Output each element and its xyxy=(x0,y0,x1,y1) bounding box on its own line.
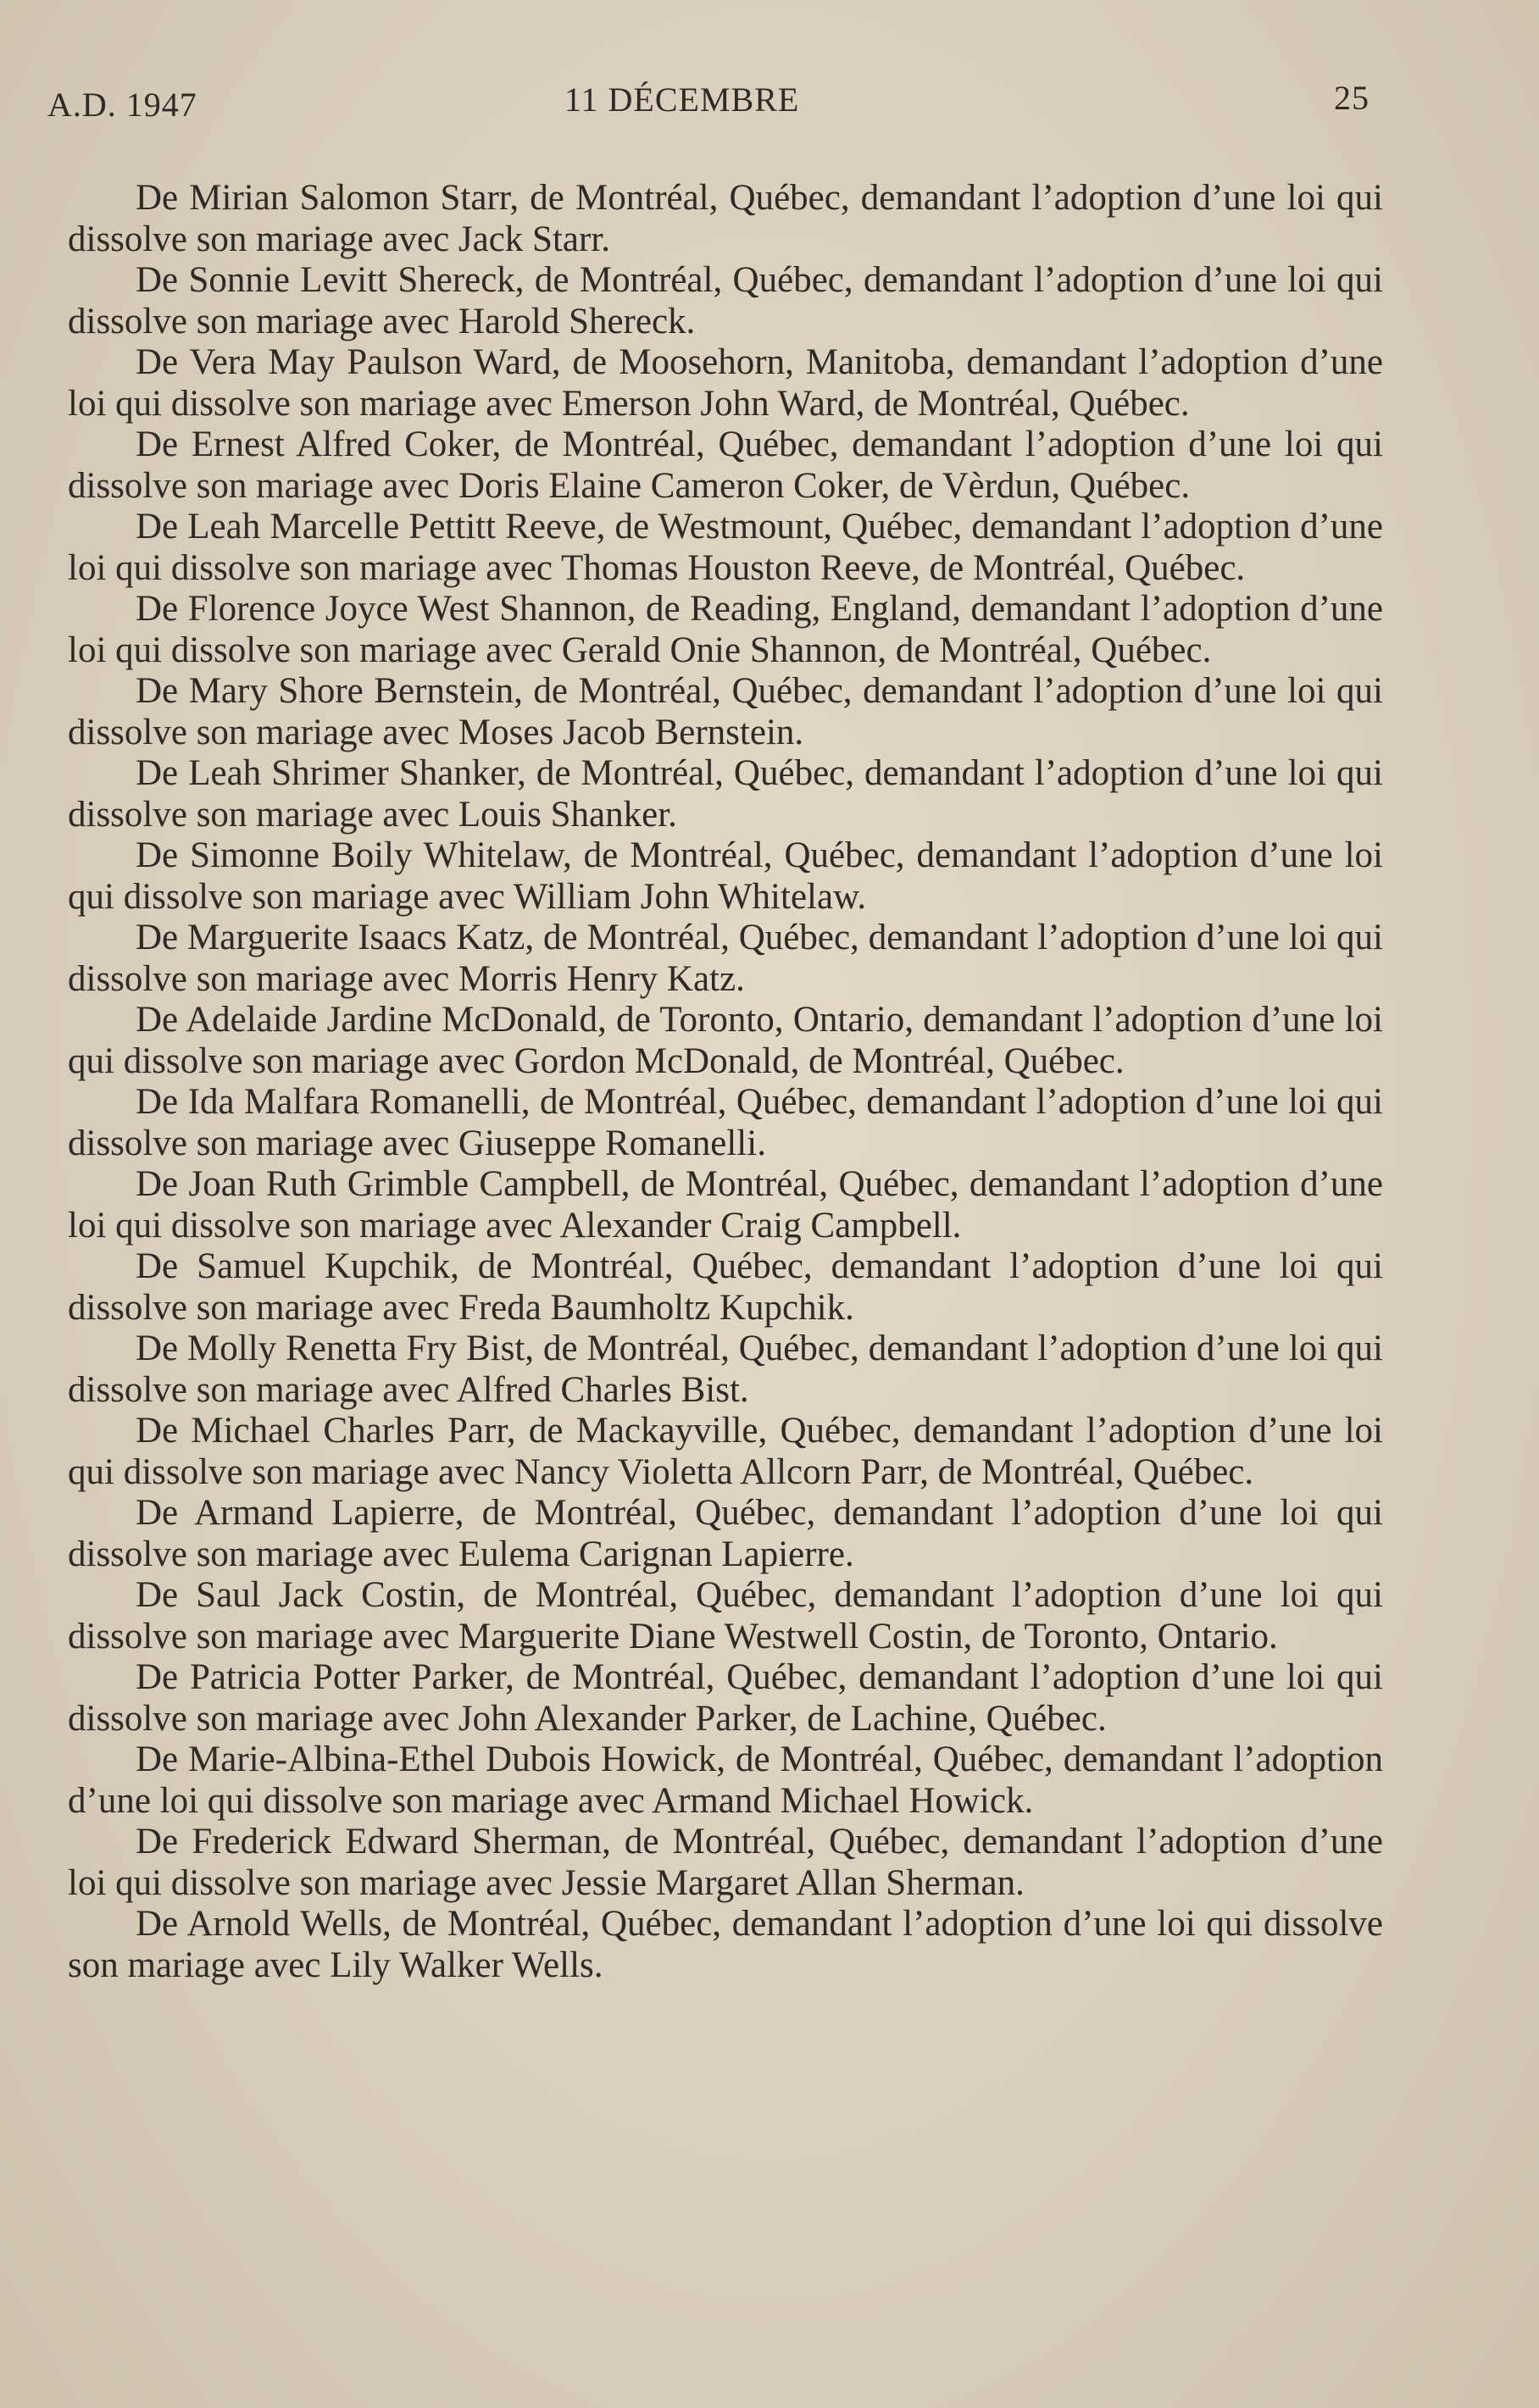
petition-entry: De Joan Ruth Grimble Campbell, de Montréal, Québec, demandant l’adoption d’une loi qui dissolve son mariage avec Alexander Craig Campbell. xyxy=(68,1164,1383,1246)
petition-entry: De Marguerite Isaacs Katz, de Montréal, Québec, demandant l’adoption d’une loi qui dissolve son mariage avec Morris Henry Katz. xyxy=(68,918,1383,999)
petition-entry: De Michael Charles Parr, de Mackayville, Québec, demandant l’adoption d’une loi qui dissolve son mariage avec Nancy Violetta Allcorn Parr, de Montréal, Québec. xyxy=(68,1411,1383,1492)
petition-entry: De Mirian Salomon Starr, de Montréal, Québec, demandant l’adoption d’une loi qui dissolve son mariage avec Jack Starr. xyxy=(68,178,1383,259)
header-date: 11 DÉCEMBRE xyxy=(564,80,800,119)
petition-entry: De Simonne Boily Whitelaw, de Montréal, Québec, demandant l’adoption d’une loi qui dissolve son mariage avec William John Whitelaw. xyxy=(68,835,1383,917)
petition-entry: De Vera May Paulson Ward, de Moosehorn, Manitoba, demandant l’adoption d’une loi qui dissolve son mariage avec Emerson John Ward, de Montréal, Québec. xyxy=(68,342,1383,424)
petition-entry: De Mary Shore Bernstein, de Montréal, Québec, demandant l’adoption d’une loi qui dissolve son mariage avec Moses Jacob Bernstein. xyxy=(68,671,1383,752)
petition-list xyxy=(68,178,1383,1986)
petition-entry: De Frederick Edward Sherman, de Montréal, Québec, demandant l’adoption d’une loi qui dissolve son mariage avec Jessie Margaret Allan Sherman. xyxy=(68,1822,1383,1903)
petition-entry: De Ida Malfara Romanelli, de Montréal, Québec, demandant l’adoption d’une loi qui dissolve son mariage avec Giuseppe Romanelli. xyxy=(68,1082,1383,1163)
petition-entry: De Leah Marcelle Pettitt Reeve, de Westmount, Québec, demandant l’adoption d’une loi qui dissolve son mariage avec Thomas Houston Reeve, de Montréal, Québec. xyxy=(68,507,1383,588)
petition-entry: De Florence Joyce West Shannon, de Reading, England, demandant l’adoption d’une loi qui dissolve son mariage avec Gerald Onie Shannon, de Montréal, Québec. xyxy=(68,589,1383,670)
header-year: A.D. 1947 xyxy=(47,86,197,124)
petition-entry: De Samuel Kupchik, de Montréal, Québec, demandant l’adoption d’une loi qui dissolve son mariage avec Freda Baumholtz Kupchik. xyxy=(68,1246,1383,1328)
page-number: 25 xyxy=(1334,79,1370,117)
petition-entry: De Saul Jack Costin, de Montréal, Québec, demandant l’adoption d’une loi qui dissolve son mariage avec Marguerite Diane Westwell Costin, de Toronto, Ontario. xyxy=(68,1575,1383,1656)
petition-entry: De Ernest Alfred Coker, de Montréal, Québec, demandant l’adoption d’une loi qui dissolve son mariage avec Doris Elaine Cameron Coker, de Vèrdun, Québec. xyxy=(68,424,1383,506)
petition-entry: De Patricia Potter Parker, de Montréal, Québec, demandant l’adoption d’une loi qui dissolve son mariage avec John Alexander Parker, de Lachine, Québec. xyxy=(68,1657,1383,1739)
page-header xyxy=(47,78,1370,129)
petition-entry: De Adelaide Jardine McDonald, de Toronto, Ontario, demandant l’adoption d’une loi qui dissolve son mariage avec Gordon McDonald, de Montréal, Québec. xyxy=(68,1000,1383,1081)
petition-entry: De Molly Renetta Fry Bist, de Montréal, Québec, demandant l’adoption d’une loi qui dissolve son mariage avec Alfred Charles Bist. xyxy=(68,1329,1383,1410)
petition-entry: De Leah Shrimer Shanker, de Montréal, Québec, demandant l’adoption d’une loi qui dissolve son mariage avec Louis Shanker. xyxy=(68,753,1383,835)
petition-entry: De Marie-Albina-Ethel Dubois Howick, de Montréal, Québec, demandant l’adoption d’une loi qui dissolve son mariage avec Armand Michael Howick. xyxy=(68,1739,1383,1821)
petition-entry: De Armand Lapierre, de Montréal, Québec, demandant l’adoption d’une loi qui dissolve son mariage avec Eulema Carignan Lapierre. xyxy=(68,1493,1383,1574)
petition-entry: De Arnold Wells, de Montréal, Québec, demandant l’adoption d’une loi qui dissolve son mariage avec Lily Walker Wells. xyxy=(68,1904,1383,1985)
petition-entry: De Sonnie Levitt Shereck, de Montréal, Québec, demandant l’adoption d’une loi qui dissolve son mariage avec Harold Shereck. xyxy=(68,260,1383,341)
